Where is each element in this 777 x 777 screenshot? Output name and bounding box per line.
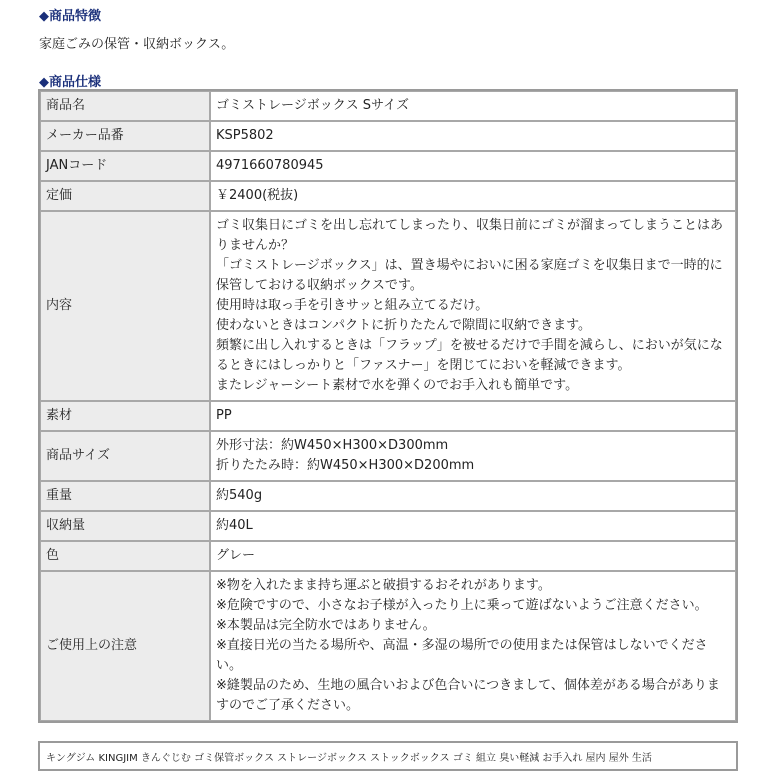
spec-value-line: ※縫製品のため、生地の風合いおよび色合いにつきまして、個体差がある場合がありま	[216, 678, 720, 693]
spec-value-line: 使用時は取っ手を引きサッと組み立てるだけ。	[216, 298, 489, 313]
spec-label: 収納量	[40, 511, 210, 541]
spec-label: 内容	[40, 211, 210, 401]
spec-value-line: 使わないときはコンパクトに折りたたんで隙間に収納できます。	[216, 318, 592, 333]
spec-value-line: 「ゴミストレージボックス」は、置き場やにおいに困る家庭ゴミを収集日まで一時的に	[216, 258, 723, 273]
spec-value	[210, 401, 736, 431]
spec-row	[40, 541, 736, 571]
spec-label: 商品名	[40, 91, 210, 121]
spec-value	[210, 91, 736, 121]
spec-table	[38, 89, 738, 723]
spec-row	[40, 571, 736, 721]
spec-table-body	[40, 91, 736, 721]
spec-row	[40, 181, 736, 211]
spec-label: 素材	[40, 401, 210, 431]
spec-value	[210, 181, 736, 211]
spec-value-line: すのでご了承ください。	[216, 698, 360, 713]
spec-label: ご使用上の注意	[40, 571, 210, 721]
spec-value-line: ゴミストレージボックス Sサイズ	[216, 98, 409, 113]
spec-value-line: KSP5802	[216, 128, 274, 143]
spec-value-line: 保管しておける収納ボックスです。	[216, 278, 423, 293]
features-text: 家庭ごみの保管・収納ボックス。	[39, 37, 235, 52]
spec-label: 色	[40, 541, 210, 571]
spec-value-line: 頻繁に出し入れするときは「フラップ」を被せるだけで手間を減らし、においが気にな	[216, 338, 723, 353]
spec-value	[210, 571, 736, 721]
spec-row	[40, 511, 736, 541]
spec-value	[210, 211, 736, 401]
spec-label: 定価	[40, 181, 210, 211]
spec-value-line: 約40L	[216, 518, 253, 533]
spec-row	[40, 151, 736, 181]
spec-value-line: ※本製品は完全防水ではありません。	[216, 618, 436, 633]
specs-heading: ◆商品仕様	[39, 75, 101, 90]
spec-value	[210, 431, 736, 481]
spec-row	[40, 481, 736, 511]
spec-value-line: ￥2400(税抜)	[216, 188, 299, 203]
spec-label: 商品サイズ	[40, 431, 210, 481]
spec-label: メーカー品番	[40, 121, 210, 151]
spec-value-line: ゴミ収集日にゴミを出し忘れてしまったり、収集日前にゴミが溜まってしまうことはあ	[216, 218, 724, 233]
spec-value-line: ※直接日光の当たる場所や、高温・多湿の場所での使用または保管はしないでくださ	[216, 638, 708, 653]
spec-value-line: るときにはしっかりと「ファスナー」を閉じてにおいを軽減できます。	[216, 358, 631, 373]
spec-row	[40, 211, 736, 401]
spec-row	[40, 121, 736, 151]
spec-value-line: ※危険ですので、小さなお子様が入ったり上に乗って遊ばないようご注意ください。	[216, 598, 708, 613]
spec-value	[210, 511, 736, 541]
spec-value-line: 外形寸法：約W450×H300×D300mm	[216, 438, 449, 453]
spec-row	[40, 401, 736, 431]
spec-value-line: PP	[216, 408, 232, 423]
spec-value-line: ※物を入れたまま持ち運ぶと破損するおそれがあります。	[216, 578, 551, 593]
keywords-bar: キングジム KINGJIM きんぐじむ ゴミ保管ボックス ストレージボックス ストックボックス ゴミ 組立 臭い軽減 お手入れ 屋内 屋外 生活	[38, 741, 738, 771]
spec-value-line: りませんか？	[216, 238, 295, 253]
spec-value-line: またレジャーシート素材で水を弾くのでお手入れも簡単です。	[216, 378, 579, 393]
spec-label: 重量	[40, 481, 210, 511]
features-heading: ◆商品特徴	[39, 9, 101, 24]
spec-value-line: グレー	[216, 548, 256, 563]
spec-value-line: 折りたたみ時：約W450×H300×D200mm	[216, 458, 475, 473]
spec-row	[40, 431, 736, 481]
spec-value	[210, 121, 736, 151]
spec-value-line: 約540g	[216, 488, 263, 503]
spec-label: JANコード	[40, 151, 210, 181]
spec-value	[210, 541, 736, 571]
spec-value	[210, 151, 736, 181]
spec-value-line: 4971660780945	[216, 158, 324, 173]
spec-value	[210, 481, 736, 511]
spec-row	[40, 91, 736, 121]
spec-value-line: い。	[216, 658, 243, 673]
